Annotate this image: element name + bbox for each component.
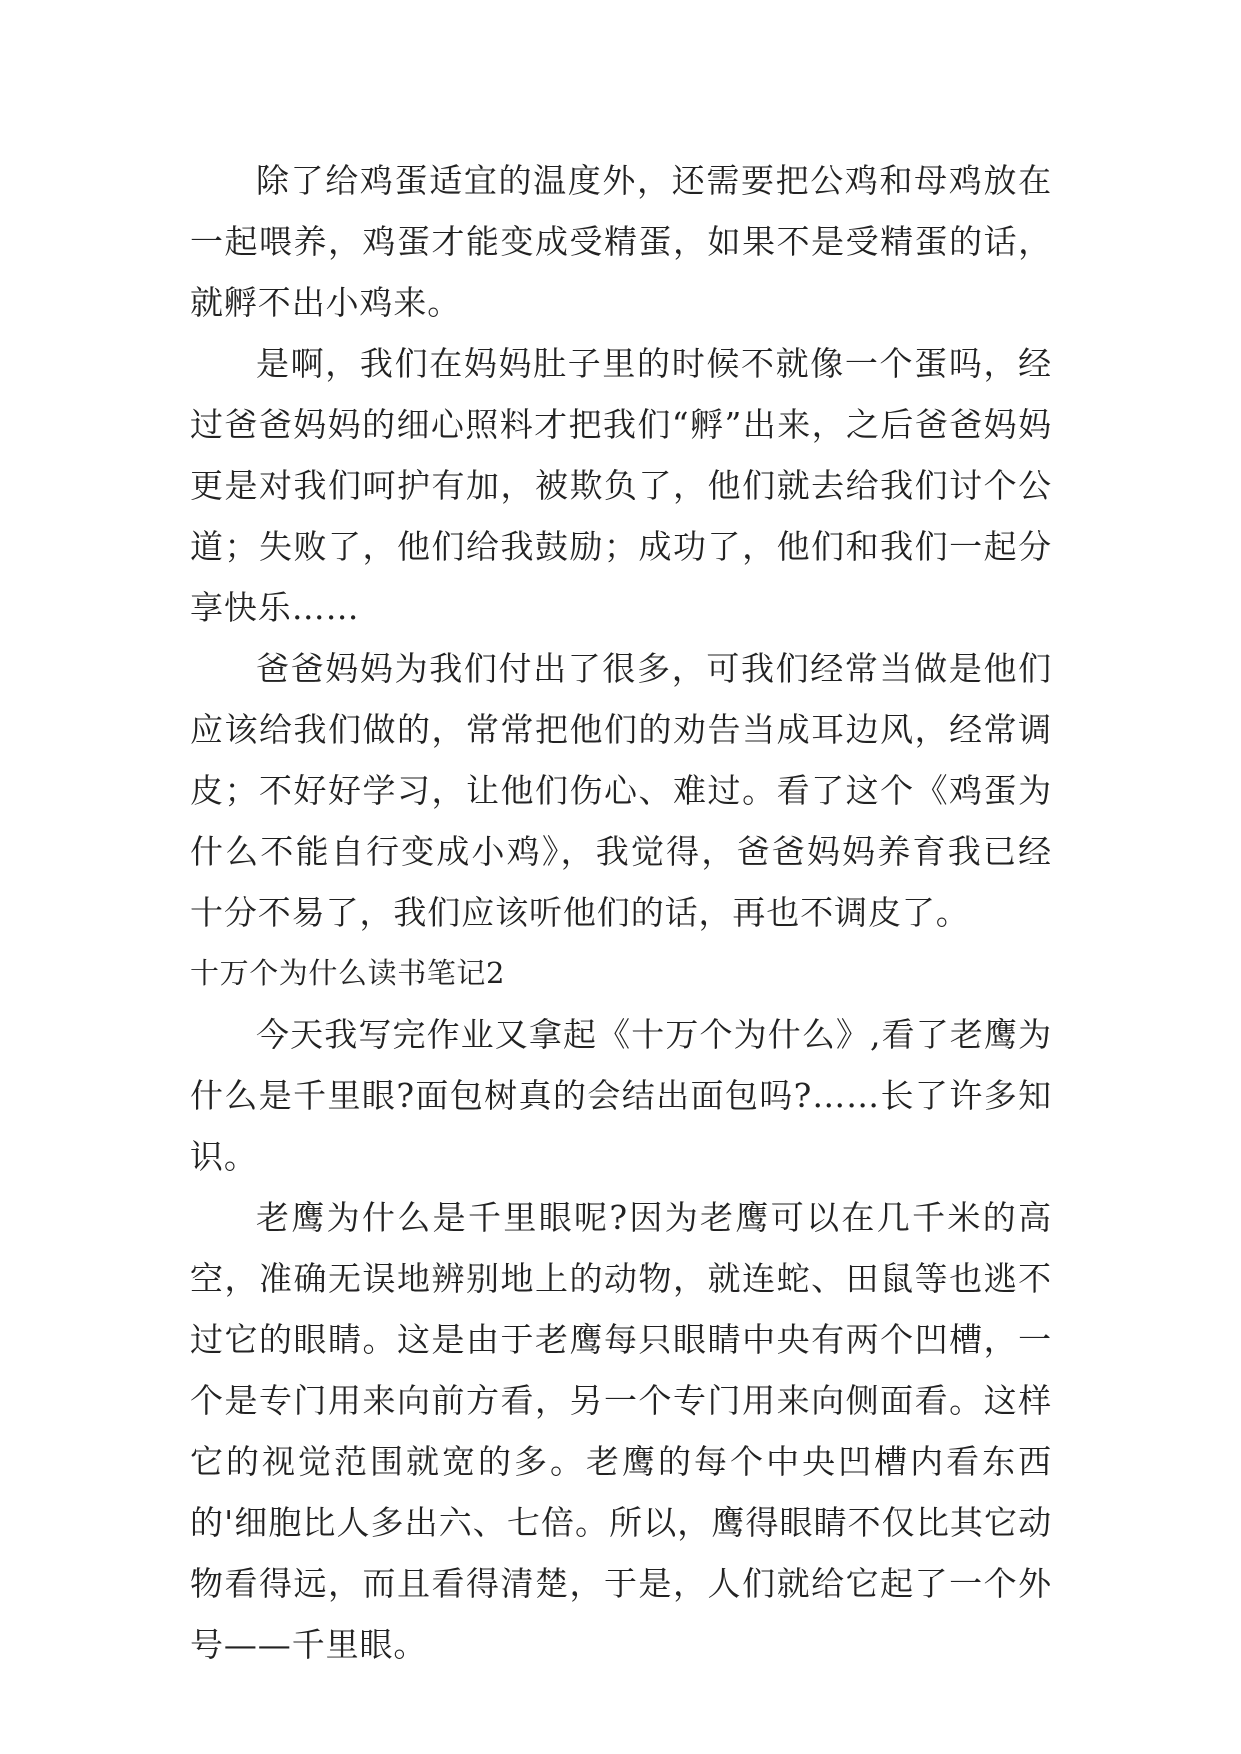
paragraph-reflection: 爸爸妈妈为我们付出了很多，可我们经常当做是他们应该给我们做的，常常把他们的劝告当成耳边风，经常调皮；不好好学习，让他们伤心、难过。看了这个《鸡蛋为什么不能自行变成小鸡》，我觉得，爸爸妈妈养育我已经十分不易了，我们应该听他们的话，再也不调皮了。	[190, 649, 1052, 932]
paragraph-fertilized-egg: 除了给鸡蛋适宜的温度外，还需要把公鸡和母鸡放在一起喂养，鸡蛋才能变成受精蛋，如果不是受精蛋的话，就孵不出小鸡来。	[190, 161, 1052, 322]
paragraph-parents-care: 是啊，我们在妈妈肚子里的时候不就像一个蛋吗，经过爸爸妈妈的细心照料才把我们“孵”出来，之后爸爸妈妈更是对我们呵护有加，被欺负了，他们就去给我们讨个公道；失败了，他们给我鼓励；成功了，他们和我们一起分享快乐……	[190, 344, 1052, 627]
paragraph-reading-intro: 今天我写完作业又拿起《十万个为什么》,看了老鹰为什么是千里眼?面包树真的会结出面包吗?……长了许多知识。	[190, 1015, 1052, 1176]
paragraph-eagle-eyes: 老鹰为什么是千里眼呢?因为老鹰可以在几千米的高空，准确无误地辨别地上的动物，就连蛇、田鼠等也逃不过它的眼睛。这是由于老鹰每只眼睛中央有两个凹槽，一个是专门用来向前方看，另一个专门用来向侧面看。这样它的视觉范围就宽的多。老鹰的每个中央凹槽内看东西的'细胞比人多出六、七倍。所以，鹰得眼睛不仅比其它动物看得远，而且看得清楚，于是，人们就给它起了一个外号——千里眼。	[190, 1198, 1052, 1664]
section-heading: 十万个为什么读书笔记2	[190, 956, 506, 990]
document-page	[190, 150, 1052, 1675]
